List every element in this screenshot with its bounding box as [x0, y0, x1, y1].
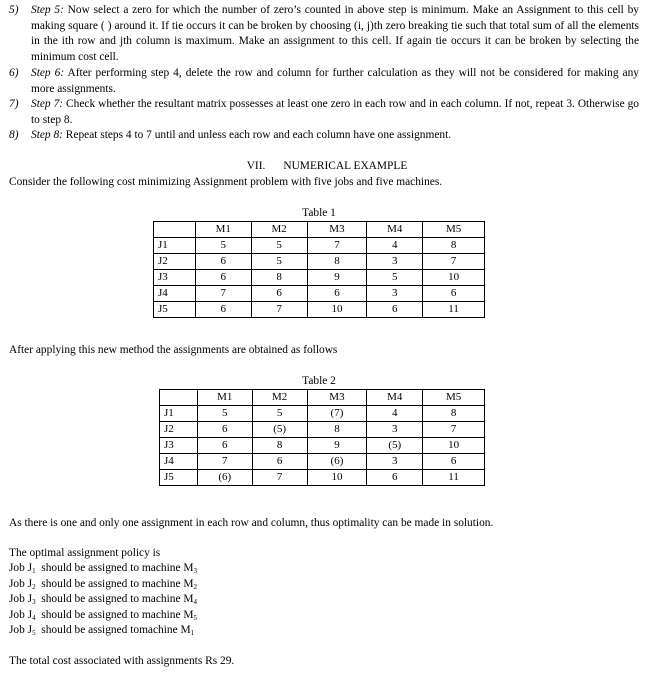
table-cell: 5 [251, 238, 307, 254]
column-header-cell: M2 [251, 222, 307, 238]
table-cell: 7 [423, 254, 485, 270]
column-header-cell: M3 [307, 222, 367, 238]
row-header-cell: J2 [154, 254, 196, 270]
table-cell: 6 [197, 422, 252, 438]
table-cell: 10 [307, 470, 367, 486]
step-label: Step 8: [31, 129, 63, 141]
table-cell: 3 [367, 254, 423, 270]
table-cell: 6 [367, 302, 423, 318]
row-header-cell [154, 222, 196, 238]
table-cell: 11 [423, 302, 485, 318]
table-row [160, 470, 485, 486]
table2-body [160, 390, 485, 486]
row-header-cell: J4 [154, 286, 196, 302]
table-cell: 6 [307, 286, 367, 302]
row-header-cell: J3 [154, 270, 196, 286]
table-row [154, 270, 485, 286]
table-cell: 3 [367, 422, 423, 438]
table-cell: 7 [307, 238, 367, 254]
table-header-row [154, 222, 485, 238]
table-cell: 10 [423, 270, 485, 286]
table-cell: (5) [252, 422, 307, 438]
policy-line: Job $J_4$ should be assigned to machine $M_5$ [9, 609, 197, 622]
table-cell: 5 [195, 238, 251, 254]
row-header-cell [160, 390, 198, 406]
step-label: Step 5: [31, 4, 64, 16]
step-number: 7) [9, 98, 19, 110]
row-header-cell: J1 [160, 406, 198, 422]
table-cell: 6 [423, 454, 485, 470]
column-header-cell: M5 [423, 390, 485, 406]
table-cell: 8 [307, 422, 367, 438]
table-row [154, 302, 485, 318]
table-row [160, 454, 485, 470]
step-text: Now select a zero for which the number of zero’s counted in above step is minimum. Make an Assignment to this cell by making square ( ) around it. If tie occurs it can be broken by choosing (i, j)th zero breaking tie such that total sum of all the elements in the ith row and jth column is maximum. Make an assignment to this cell. If again tie occurs it can be broken by selecting the minimum cost cell. [31, 4, 639, 63]
table-cell: 8 [423, 406, 485, 422]
section-number: VII. [246, 160, 266, 172]
table-row [154, 254, 485, 270]
table-cell: 8 [307, 254, 367, 270]
table-cell: 8 [251, 270, 307, 286]
table-cell: 7 [423, 422, 485, 438]
table-cell: 6 [251, 286, 307, 302]
table-cell: 7 [251, 302, 307, 318]
table-cell: 3 [367, 454, 423, 470]
table-cell: 11 [423, 470, 485, 486]
row-header-cell: J4 [160, 454, 198, 470]
step-number: 6) [9, 67, 19, 79]
policy-heading: The optimal assignment policy is [9, 547, 161, 559]
table-row [154, 238, 485, 254]
section-heading [0, 159, 654, 175]
table-cell: 6 [195, 270, 251, 286]
table-cell: 5 [367, 270, 423, 286]
table-cell: 6 [195, 302, 251, 318]
column-header-cell: M5 [423, 222, 485, 238]
policy-line: Job $J_5$ should be assigned tomachine $M_1$ [9, 624, 195, 637]
policy-line: Job $J_2$ should be assigned to machine $M_2$ [9, 578, 197, 591]
policy-line: Job $J_3$ should be assigned to machine $M_4$ [9, 593, 197, 606]
row-header-cell: J1 [154, 238, 196, 254]
step-6 [9, 66, 639, 97]
step-label: Step 6: [31, 67, 65, 79]
step-7 [9, 97, 639, 128]
table-cell: 8 [252, 438, 307, 454]
table-row [154, 286, 485, 302]
row-header-cell: J2 [160, 422, 198, 438]
table1-body [154, 222, 485, 318]
table-header-row [160, 390, 485, 406]
table-cell: 3 [367, 286, 423, 302]
column-header-cell: M1 [197, 390, 252, 406]
table-cell: 6 [367, 470, 423, 486]
table-cell: 4 [367, 406, 423, 422]
table-cell: 7 [195, 286, 251, 302]
table-row [160, 438, 485, 454]
table-cell: 7 [252, 470, 307, 486]
step-5 [9, 3, 639, 65]
column-header-cell: M3 [307, 390, 367, 406]
optimality-paragraph: As there is one and only one assignment in each row and column, thus optimality can be made in solution. [9, 517, 494, 529]
table-cell: 9 [307, 438, 367, 454]
table-cell: 9 [307, 270, 367, 286]
table-cell: 6 [195, 254, 251, 270]
table2-caption: Table 2 [302, 375, 336, 387]
table1 [153, 221, 485, 318]
column-header-cell: M2 [252, 390, 307, 406]
table-cell: 4 [367, 238, 423, 254]
column-header-cell: M4 [367, 222, 423, 238]
table-cell: 7 [197, 454, 252, 470]
table-cell: 5 [252, 406, 307, 422]
table-cell: 5 [251, 254, 307, 270]
policy-line: Job $J_1$ should be assigned to machine $M_3$ [9, 562, 197, 575]
section-title: NUMERICAL EXAMPLE [283, 160, 408, 172]
table-row [160, 406, 485, 422]
step-text: After performing step 4, delete the row and column for further calculation as they will not be considered for making any more assignments. [31, 67, 640, 95]
table-row [160, 422, 485, 438]
step-text: Repeat steps 4 to 7 until and unless each row and each column have one assignment. [62, 129, 452, 141]
step-label: Step 7: [31, 98, 64, 110]
after-paragraph: After applying this new method the assignments are obtained as follows [9, 344, 338, 356]
table-cell: 6 [423, 286, 485, 302]
column-header-cell: M4 [367, 390, 423, 406]
table-cell: (6) [307, 454, 367, 470]
table2 [159, 389, 485, 486]
step-8 [9, 128, 639, 144]
table-cell: 10 [423, 438, 485, 454]
table-cell: (5) [367, 438, 423, 454]
column-header-cell: M1 [195, 222, 251, 238]
step-text: Check whether the resultant matrix possesses at least one zero in each row and in each column. If not, repeat 3. Otherwise go to step 8. [31, 98, 639, 126]
intro-paragraph: Consider the following cost minimizing Assignment problem with five jobs and five machines. [9, 176, 443, 188]
row-header-cell: J3 [160, 438, 198, 454]
row-header-cell: J5 [154, 302, 196, 318]
row-header-cell: J5 [160, 470, 198, 486]
table-cell: (7) [307, 406, 367, 422]
table-cell: 8 [423, 238, 485, 254]
table-cell: 5 [197, 406, 252, 422]
table-cell: 10 [307, 302, 367, 318]
total-cost: The total cost associated with assignments Rs 29. [9, 655, 235, 667]
table-cell: 6 [197, 438, 252, 454]
step-number: 8) [9, 129, 19, 141]
table-cell: 6 [252, 454, 307, 470]
table-cell: (6) [197, 470, 252, 486]
step-number: 5) [9, 4, 19, 16]
table1-caption: Table 1 [302, 207, 336, 219]
